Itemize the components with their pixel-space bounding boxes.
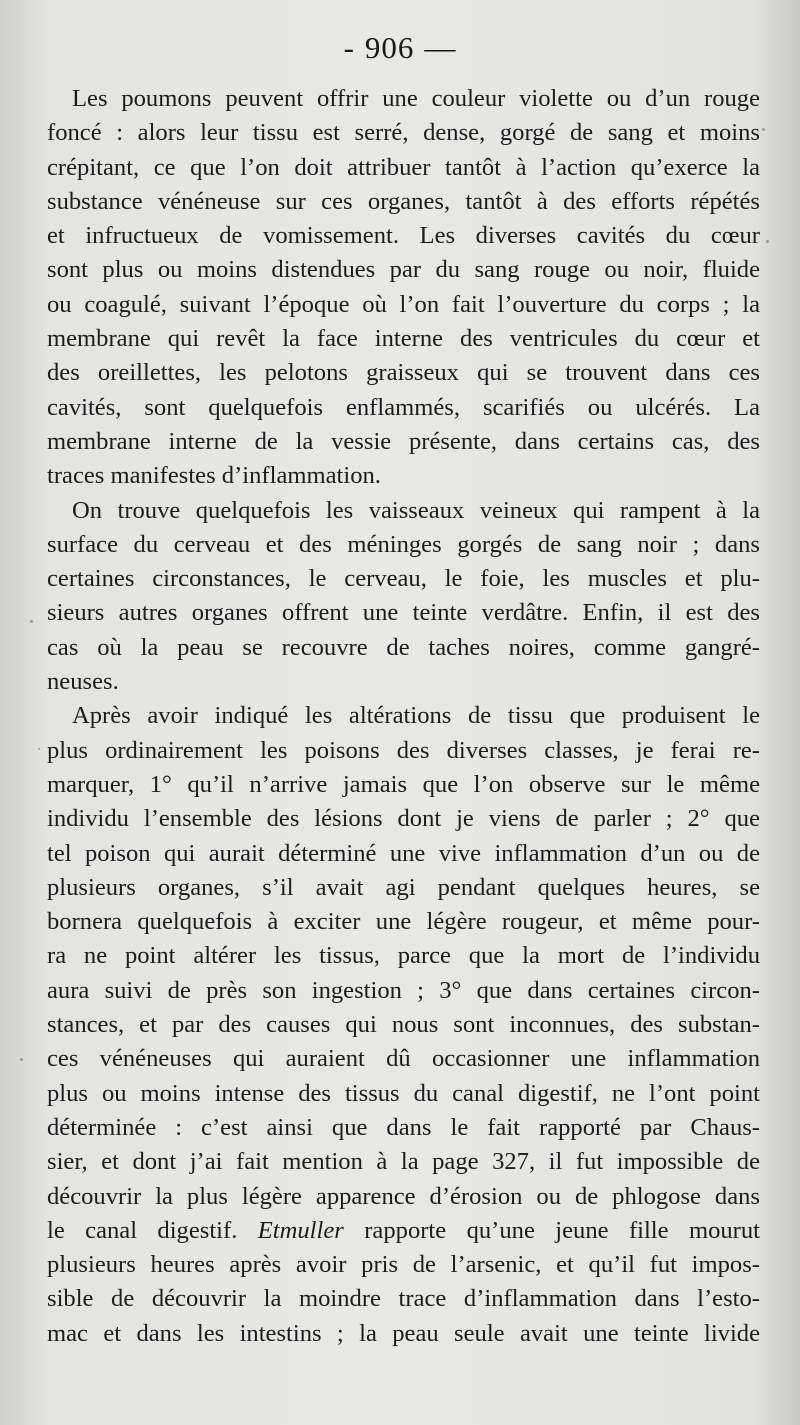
text-line: cavités, sont quelquefois enflammés, scarifiés ou ulcérés. La — [47, 393, 760, 421]
paper-speck — [20, 1058, 23, 1061]
paper-speck — [762, 128, 765, 131]
text-line: On trouve quelquefois les vaisseaux veineux qui rampent à la — [72, 496, 760, 524]
text-line: bornera quelquefois à exciter une légère rougeur, et même pour- — [47, 908, 760, 936]
text-line: plusieurs heures après avoir pris de l’arsenic, et qu’il fut impos- — [47, 1251, 760, 1279]
text-line: surface du cerveau et des méninges gorgés de sang noir ; dans — [47, 530, 760, 558]
text-line: ces vénéneuses qui auraient dû occasionner une inflammation — [47, 1045, 760, 1073]
text-line: ou coagulé, suivant l’époque où l’on fait l’ouverture du corps ; la — [47, 290, 760, 318]
text-line: stances, et par des causes qui nous sont inconnues, des substan- — [47, 1011, 760, 1039]
text-line: Les poumons peuvent offrir une couleur violette ou d’un rouge — [72, 85, 760, 112]
text-line: déterminée : c’est ainsi que dans le fait rapporté par Chaus- — [47, 1113, 760, 1141]
text-line: crépitant, ce que l’on doit attribuer tantôt à l’action qu’exerce la — [47, 153, 760, 181]
text-line: marquer, 1° qu’il n’arrive jamais que l’on observe sur le même — [47, 770, 760, 798]
text-line: plus ou moins intense des tissus du canal digestif, ne l’ont point — [47, 1079, 760, 1107]
header-dash-right: — — [424, 30, 457, 65]
text-line: traces manifestes d’inflammation. — [47, 462, 381, 490]
paper-speck — [38, 748, 40, 750]
text-line: et infructueux de vomissement. Les diverses cavités du cœur — [47, 222, 760, 250]
paper-speck — [30, 620, 33, 623]
text-line: sont plus ou moins distendues par du sang rouge ou noir, fluide — [47, 256, 760, 284]
text-line: mac et dans les intestins ; la peau seule avait une teinte livide — [47, 1319, 760, 1347]
text-line: plus ordinairement les poisons des diverses classes, je ferai re- — [47, 736, 760, 764]
author-name-italic: Etmuller — [257, 1216, 344, 1244]
text-line: sieurs autres organes offrent une teinte verdâtre. Enfin, il est des — [47, 599, 760, 627]
text-line: Après avoir indiqué les altérations de tissu que produisent le — [72, 702, 760, 730]
text-line: découvrir la plus légère apparence d’érosion ou de phlogose dans — [47, 1182, 760, 1210]
text-line: membrane interne de la vessie présente, dans certains cas, des — [47, 427, 760, 455]
page-number: 906 — [364, 30, 415, 65]
text-line: sier, et dont j’ai fait mention à la page 327, il fut impossible de — [47, 1148, 760, 1176]
text-segment: rapporte qu’une jeune fille mourut — [343, 1216, 760, 1244]
text-line: plusieurs organes, s’il avait agi pendant quelques heures, se — [47, 873, 760, 901]
paper-speck — [766, 240, 769, 243]
text-line: des oreillettes, les pelotons graisseux qui se trouvent dans ces — [47, 359, 760, 387]
header-dash-left: - — [343, 30, 355, 65]
text-line: individu l’ensemble des lésions dont je viens de parler ; 2° que — [47, 805, 760, 833]
text-line: aura suivi de près son ingestion ; 3° que dans certaines circon- — [47, 976, 760, 1004]
text-line: membrane qui revêt la face interne des ventricules du cœur et — [47, 325, 760, 353]
text-line: cas où la peau se recouvre de taches noires, comme gangré- — [47, 633, 760, 661]
text-segment: le canal digestif. — [47, 1216, 258, 1244]
text-line: tel poison qui aurait déterminé une vive inflammation d’un ou de — [47, 839, 760, 867]
text-line: foncé : alors leur tissu est serré, dense, gorgé de sang et moins — [47, 119, 760, 147]
text-line: substance vénéneuse sur ces organes, tantôt à des efforts répétés — [47, 187, 760, 215]
text-line: neuses. — [47, 668, 119, 696]
text-line: ra ne point altérer les tissus, parce que la mort de l’individu — [47, 942, 760, 970]
text-line — [47, 1214, 760, 1248]
text-line: sible de découvrir la moindre trace d’inflammation dans l’esto- — [47, 1285, 760, 1313]
text-line: certaines circonstances, le cerveau, le foie, les muscles et plu- — [47, 565, 760, 593]
page-header — [0, 30, 800, 66]
body-text — [47, 82, 760, 1351]
